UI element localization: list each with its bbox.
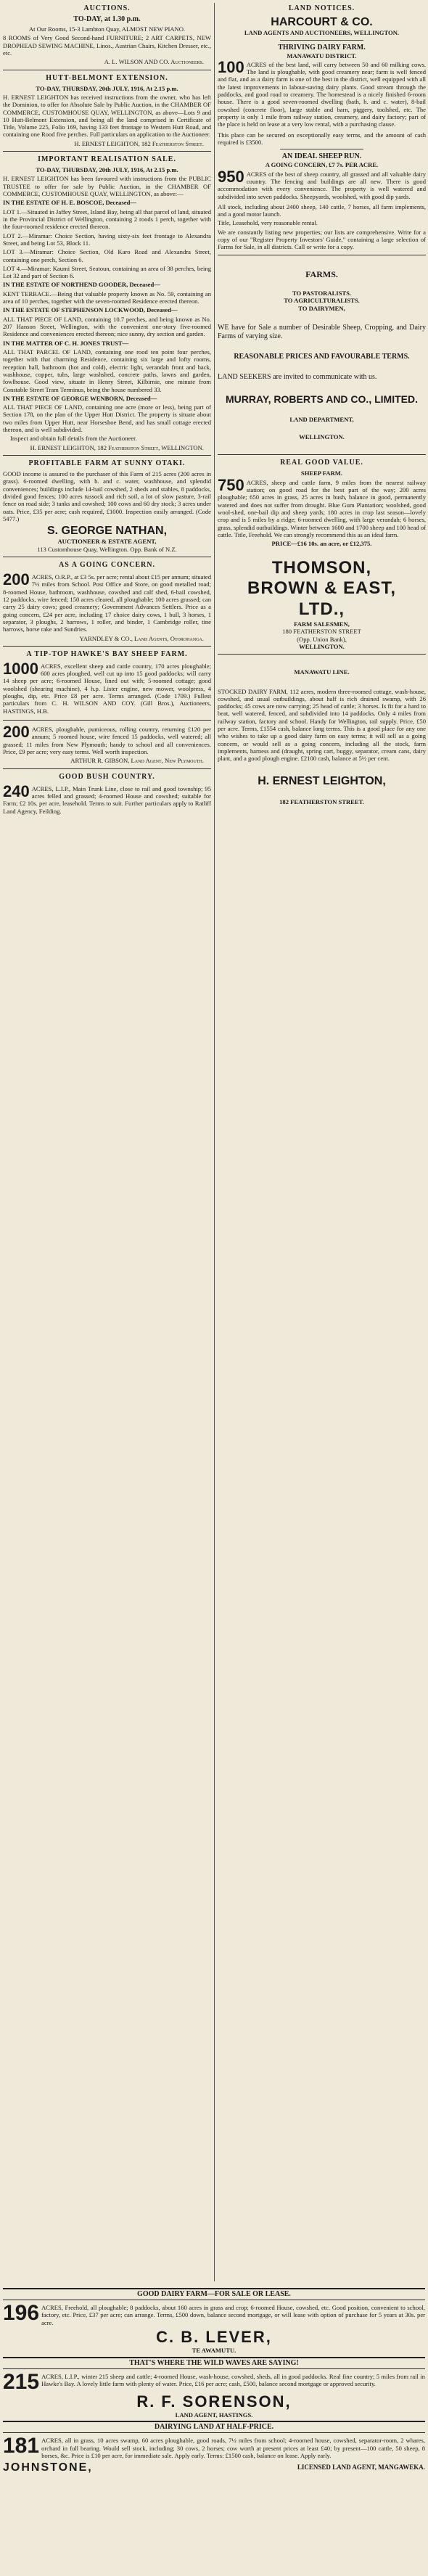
thriving-body: ACRES of the best land, will carry between 50 and 60 milking cows. The land is ploughable, with good creamery near; farm is well fenced and flat, and as a dairy farm is one of the best in the district, well equipped with all the latest improvements in labour-saving dairy plants. Good stream through the paddocks, and good road to creamery. The homestead is a nicely finished 6-room house. There is a good seven-roomed dwelling (bath, h. and c. water), 8-bail cowshed (concrete floor), large stable and barn, piggery, toolshed, etc. The property is only 1 mile from railway station, creamery, and dairy factory; part of the place is held on lease at a very low rental, with a purchasing clause. <box>218 60 426 128</box>
ideal-body: ACRES of the best of sheep country, all grassed and all valuable dairy country. The fencing and buildings are all new. There is good accommodation with every convenience. The property is well watered and subdivided into seven paddocks. Sheepyards, woolshed, with good dip yards. <box>218 170 426 200</box>
thomson-subtitle: FARM SALESMEN, <box>294 620 350 628</box>
murray-department: LAND DEPARTMENT, <box>289 415 354 423</box>
hutt-date: TO-DAY, THURSDAY, 20th JULY, 1916, At 2.15 p.m. <box>36 84 178 92</box>
rule <box>218 454 426 455</box>
value-subtitle: SHEEP FARM. <box>300 469 343 477</box>
bottom-section <box>3 2286 425 2474</box>
jones-heading: IN THE MATTER OF C. H. JONES TRUST— <box>3 339 129 347</box>
rooms-signature: A. L. WILSON AND CO. Auctioneers. <box>104 58 204 66</box>
value-acres: 750 <box>218 477 244 494</box>
auction-time: TO-DAY, at 1.30 p.m. <box>73 15 141 23</box>
concern-acres: 200 <box>3 572 30 588</box>
ideal-subtitle: A GOING CONCERN, £7 7s. PER ACRE. <box>265 161 379 169</box>
sorenson-name: R. F. SORENSON, <box>136 2392 292 2411</box>
nathan-address: 113 Customhouse Quay, Wellington. Opp. Bank of N.Z. <box>37 545 177 553</box>
realisation-heading: IMPORTANT REALISATION SALE. <box>38 155 176 164</box>
wenborn-heading: IN THE ESTATE OF GEORGE WENBORN, Deceased— <box>3 394 157 402</box>
thriving-heading: THRIVING DAIRY FARM. <box>278 43 366 52</box>
bush-body: ACRES, L.I.P., Main Trunk Line, close to rail and good township; 95 acres felled and grassed; 4-roomed House and cowshed; suitable for Farm; £2 10s. per acre, leasehold. Terms to suit. Further particulars apply to Ratliff Land Agency, Feilding. <box>3 784 211 815</box>
rule <box>280 40 363 41</box>
concern-body: ACRES, O.R.P., at £3 5s. per acre; rental about £15 per annum; situated 7½ miles from School. Post Office and Store, on good metalled road; 8-roomed House, bathroom, washhouse, cowshed and calf shed, 6-bail cowshed, 12 paddocks, wire fenced; 150 acres cleared, all ploughable; 100 acres grassed; can carry 25 dairy cows; good creamery; Government Advances Settlers. Price as a going concern, £24 per acre, including 17 choice dairy cows, 1 bull, 3 horses, 1 separator, 3 ploughs, 2 harrows, 1 roller, and binder, 1 Cambridge roller, tine harrows, horse rake and Sundries. <box>3 573 211 633</box>
stephenson-heading: IN THE ESTATE OF STEPHENSON LOCKWOOD, Deceased— <box>3 306 178 314</box>
thomson-name: THOMSON, <box>271 557 372 578</box>
jones-body: ALL THAT PARCEL OF LAND, containing one rood ten point four perches, together with that charming Residence, containing six large and lofty rooms, reception hall, bathroom (hot and cold), electric light, verandah front and back, washhouse, copper, tubs, large washshed, concrete paths, lawns and garden, fowlhouse. Good view, situate in Henry Street, Kilbirnie, one minute from Constable Street Tram Terminus, being the house numbered 33. <box>3 348 211 393</box>
thriving-acres: 100 <box>218 59 244 76</box>
realisation-date: TO-DAY, THURSDAY, 20th JULY, 1916, At 2.15 p.m. <box>36 166 178 174</box>
thomson-address: 180 FEATHERSTON STREET <box>282 628 361 636</box>
to-pastoralists: TO PASTORALISTS. <box>292 290 352 298</box>
value-price: PRICE—£16 10s. an acre, or £12,375. <box>271 540 372 548</box>
dairy-ad <box>3 2302 425 2328</box>
wenborn-inspect: Inspect and obtain full details from the Auctioneer. <box>10 435 137 443</box>
waves-body: ACRES, L.I.P., winter 215 sheep and cattle; 4-roomed House, wash-house, cowshed, sheds, all in good paddocks. Real fine country; 5 miles from rail in Hawke's Bay. A lovely little farm with plenty of water. Price, £16 per acre; cash, £500, balance second mortgage or approved security. <box>41 2372 425 2387</box>
land-seekers: LAND SEEKERS are invited to communicate with us. <box>218 373 377 382</box>
leighton-address: 182 FEATHERSTON STREET. <box>279 797 364 805</box>
lever-address: TE AWAMUTU. <box>192 2347 236 2355</box>
hawkes-ad <box>3 661 211 716</box>
rule <box>3 646 211 647</box>
half-price-ad <box>3 2435 425 2461</box>
leighton-name: H. ERNEST LEIGHTON, <box>258 774 386 787</box>
northend-heading: IN THE ESTATE OF NORTHEND GOODER, Deceased— <box>3 281 160 289</box>
rock-signature: ARTHUR R. GIBSON, Land Agent, New Plymouth. <box>70 757 204 765</box>
murray-city: WELLINGTON. <box>299 433 345 441</box>
boscoe-heading: IN THE ESTATE OF H. E. BOSCOE, Deceased— <box>3 199 136 207</box>
value-heading: REAL GOOD VALUE. <box>280 459 363 467</box>
ideal-heading: AN IDEAL SHEEP RUN. <box>281 152 362 161</box>
rock-body: ACRES, ploughable, pumiceous, rolling country, returning £120 per annum; 5 roomed house, wire fenced 15 paddocks, well watered; all grassed; 11 miles from New Plymouth; handy to school and all conveniences. Price, £9 per acre; very easy terms. Well worth inspection. <box>3 726 211 755</box>
concern-heading: AS A GOING CONCERN. <box>59 561 155 569</box>
hutt-heading: HUTT-BELMONT EXTENSION. <box>46 73 168 82</box>
half-price-acres: 181 <box>3 2435 40 2458</box>
dairy-heading: GOOD DAIRY FARM—FOR SALE OR LEASE. <box>3 2288 425 2300</box>
auctions-heading: AUCTIONS. <box>83 4 131 12</box>
boscoe-lot-3: LOT 3.—Miramar: Choice Section, Old Karo Road and Alexandra Street, containing one perch, Section 6. <box>3 248 211 263</box>
bush-heading: GOOD BUSH COUNTRY. <box>59 772 155 781</box>
wenborn-body: ALL THAT PIECE OF LAND, containing one acre (more or less), being part of Section 178, on the plan of the Upper Hutt District. The property is situate about two miles from Upper Hutt, near Horseshoe Bend, and has small cottage erected thereon, and is well subdivided. <box>3 403 211 434</box>
realisation-body: H. ERNEST LEIGHTON has been favoured with instructions from the PUBLIC TRUSTEE to offer for sale by Public Auction, in the CHAMBER OF COMMERCE, CUSTOMHOUSE QUAY, WELLINGTON, as above:— <box>3 175 211 197</box>
hutt-body: H. ERNEST LEIGHTON has received instructions from the owner, who has left the Dominion, to offer for Absolute Sale by Public Auction, in the CHAMBER OF COMMERCE, CUSTOMHOUSE QUAY, WELLINGTON, as above—Lots 9 and 10 Hutt-Belmont Extension, and being all the land comprised in Certificate of Title, Volume 225, Folio 169, having 133 feet frontage to Western Hutt Road, and containing one Rood five perches. Full particulars on application to the Auctioneer. <box>3 93 211 139</box>
right-column <box>218 3 426 805</box>
nathan-name: S. GEORGE NATHAN, <box>46 525 168 538</box>
thomson-address-note: (Opp. Union Bank), <box>297 635 347 643</box>
johnstone-block <box>3 2461 425 2474</box>
stocked-body: STOCKED DAIRY FARM, 112 acres, modern three-roomed cottage, wash-house, cowshed, and usual outbuildings, about half is rich drained swamp, with 26 paddocks; 45 cows are now carrying; 25 head of cattle; 3 horses. Is fit for a hard to beat, well watered, fenced, and subdivided into 14 paddocks. Only 4 miles from railway station, factory and school. Handy for Wellington, rail supply. Price, £50 per acre. Terms, £1554 cash, balance long terms. This is a good place for any one who wishes to take up a good dairy farm on easy terms; it will sell as a going concern, or would sell as a going concern, including all the stock, farm implements, harness and (draught, spring cart, buggy, separator, cream cans, dairy plant, and a good plough engine. £2100 cash, balance at 5½ per cent. <box>218 687 426 763</box>
rule <box>3 768 211 769</box>
left-column <box>3 3 211 816</box>
lever-name: C. B. LEVER, <box>156 2327 272 2346</box>
boscoe-lot-4: LOT 4.—Miramar: Kaumi Street, Seatoun, containing an area of 38 perches, being Lot 32 and part of Section 6. <box>3 264 211 280</box>
concern-signature: YARNDLEY & CO., Land Agents, Otorohanga. <box>79 634 204 642</box>
concern-ad <box>3 572 211 635</box>
boscoe-lot-1: LOT 1.—Situated in Jaffey Street, Island Bay, being all that parcel of land, situated in the Provincial District of Wellington, containing 2 roods 1 perch, together with the four-roomed residence erected thereon. <box>3 208 211 231</box>
hawkes-body: ACRES, excellent sheep and cattle country, 170 acres ploughable; 600 acres ploughed, well cut up into 15 good paddocks; will carry 14 sheep per acre; 6-roomed House, lined out with; 5-roomed cottage; good woolshed (shearing machine), 4 h.p. Lister engine, new mower, woolpress, 4 ploughs, dip, etc. Price £8 per acre. Terms arranged. (Code 1709.) Fullest particulars from C. H. WILSON AND COY. (Gill Bros.), Auctioneers, HASTINGS, H.B. <box>3 662 211 715</box>
rule <box>3 151 211 152</box>
farms-heading: FARMS. <box>305 268 338 279</box>
rooms-listing: 8 ROOMS of Very Good Second-hand FURNITURE; 2 ART CARPETS, NEW DROPHEAD SEWING MACHINE, Linos., Austrian Chairs, Kitchen Dresser, etc., etc. <box>3 34 211 57</box>
dairy-acres: 196 <box>3 2302 40 2325</box>
bush-ad <box>3 784 211 816</box>
farm-heading: PROFITABLE FARM AT SUNNY OTAKI. <box>28 459 186 467</box>
land-notices-heading: LAND NOTICES. <box>288 4 355 12</box>
rock-ad <box>3 724 211 757</box>
rule <box>3 455 211 456</box>
harcourt-subtitle: LAND AGENTS AND AUCTIONEERS, WELLINGTON. <box>244 29 400 37</box>
sorenson-subtitle: LAND AGENT, HASTINGS. <box>175 2411 253 2419</box>
harcourt-name: HARCOURT & CO. <box>271 16 373 28</box>
column-divider <box>214 3 215 2281</box>
half-price-heading: DAIRYING LAND AT HALF-PRICE. <box>3 2421 425 2433</box>
rule <box>218 654 426 655</box>
thriving-note: This place can be secured on exceptionally easy terms, and the amount of cash required is £3500. <box>218 131 426 146</box>
to-dairymen: TO DAIRYMEN, <box>298 304 345 312</box>
reasonable-prices: REASONABLE PRICES AND FAVOURABLE TERMS. <box>234 353 410 361</box>
johnstone-subtitle: LICENSED LAND AGENT, MANGAWEKA. <box>297 2464 425 2472</box>
rock-acres: 200 <box>3 724 30 741</box>
murray-name: MURRAY, ROBERTS AND CO., LIMITED. <box>226 393 418 406</box>
dairy-body: ACRES, Freehold, all ploughable; 8 paddocks, about 160 acres in grass and crop; 6-roomed House, cowshed, etc. Good position, convenient to school, factory, etc. Price, £37 per acre; can arrange. Terms, £500 down, balance second mortgage, or will lease with option of purchase for 5 years at 30s. per acre. <box>41 2304 425 2326</box>
ideal-note: We are constantly listing new properties; our lists are comprehensive. Write for a copy of our "Register Property Investors' Guide," containing a large selection of Farms for Sale, in all districts. Call or write for a copy. <box>218 228 426 251</box>
rooms-location: At Our Rooms, 15-3 Lambton Quay, ALMOST NEW PIANO. <box>28 25 186 33</box>
manawatu-heading: MANAWATU LINE. <box>294 668 350 676</box>
thomson-city: WELLINGTON. <box>299 642 345 650</box>
brown-east-name: BROWN & EAST, <box>247 578 396 599</box>
hutt-signature: H. ERNEST LEIGHTON, 182 Featherston Street. <box>74 139 204 147</box>
value-ad <box>218 477 426 541</box>
bush-acres: 240 <box>3 783 30 800</box>
ideal-title: Title, Leasehold, very reasonable rental. <box>218 219 318 227</box>
rule <box>3 720 211 721</box>
ideal-acres: 950 <box>218 168 244 186</box>
thriving-district: MANAWATU DISTRICT. <box>287 52 357 60</box>
half-price-body: ACRES, all in grass, 10 acres swamp, 60 acres ploughable, good roads, 7½ miles from school; 4-roomed house, cowshed, separator-room, 2 whares, orchard in full bearing. Would sell stock, including; 30 cows, 2 horses; cow worth at present prices at least £40; by present—100 cattle, 50 sheep, 8 horses, &c. Price is £10 per acre, for immediate sale. Apply early. Terms: £1500 cash, balance on lease. Apply early. <box>41 2437 425 2459</box>
hawkes-heading: A TIP-TOP HAWKE'S BAY SHEEP FARM. <box>26 649 188 658</box>
stephenson-body: ALL THAT PIECE OF LAND, containing 10.7 perches, and being known as No. 207 Hanson Street, Wellington, with the convenient one-story five-roomed Residence and conveniences erected thereon; nice sunny, dry section and garden. <box>3 315 211 338</box>
ideal-stock: All stock, including about 2400 sheep, 140 cattle, 7 horses, all farm implements, and a good motor launch. <box>218 202 426 218</box>
we-have-for-sale: WE have for Sale a number of Desirable Sheep, Cropping, and Dairy Farms of varying size. <box>218 324 426 341</box>
value-body: ACRES, sheep and cattle farm, 9 miles from the nearest railway station; on good road for the best part of the way; 200 acres ploughable; 650 acres in grass, 25 acres in bush, balance in good, permanently watered and does not suffer from drought. Blue Gum Plantation; woolshed, good wool-shed, one-bail dip and sheep yards; 180 acres in crop last season—lovely crop and is 5 miles by a ridge; 6-roomed dwelling, with large verandah; 6 horses, grass, splendid outbuildings. Winter between 1600 and 1700 sheep and 100 head of cattle. Title, Freehold. We can strongly recommend this as an ideal farm. <box>218 478 426 538</box>
johnstone-name: JOHNSTONE, <box>3 2461 93 2474</box>
waves-heading: THAT'S WHERE THE WILD WAVES ARE SAYING! <box>3 2357 425 2369</box>
waves-acres: 215 <box>3 2371 40 2392</box>
ideal-ad <box>218 169 426 202</box>
northend-body: KENT TERRACE.—Being that valuable property known as No. 59, containing an area of 10 perches, together with the seven-roomed Residence erected thereon. <box>3 290 211 305</box>
waves-ad <box>3 2371 425 2392</box>
wenborn-signature: H. ERNEST LEIGHTON, 182 Featherston Street, WELLINGTON. <box>30 443 204 451</box>
nathan-title: AUCTIONEER & ESTATE AGENT, <box>57 538 157 546</box>
farm-body: GOOD income is assured to the purchaser of this Farm of 215 acres (200 acres in grass). 6-roomed dwelling, with h. and c. water, washhouse, and splendid conveniences; buildings include 14-bail cowshed, 2 sheds and stables, 8 paddocks, divided good fences; 100 acres tussock and rich soil, a lot of slow pasture, 3-rail fence on road side; 3 tanks and cowshed; 100 cows and 60 dry stock; 3 acres under oats. Price, £35 per acre; cash required, £1000. Inspection easily arranged. (Code 5477.) <box>3 470 211 522</box>
thriving-ad <box>218 60 426 130</box>
ltd-name: LTD., <box>298 599 345 620</box>
hawkes-acres: 1000 <box>3 660 38 678</box>
boscoe-lot-2: LOT 2.—Miramar: Choice Section, having sixty-six feet frontage to Alexandra Street, and being Lot 53, Block 11. <box>3 231 211 247</box>
to-agriculturalists: TO AGRICULTURALISTS. <box>284 297 360 305</box>
